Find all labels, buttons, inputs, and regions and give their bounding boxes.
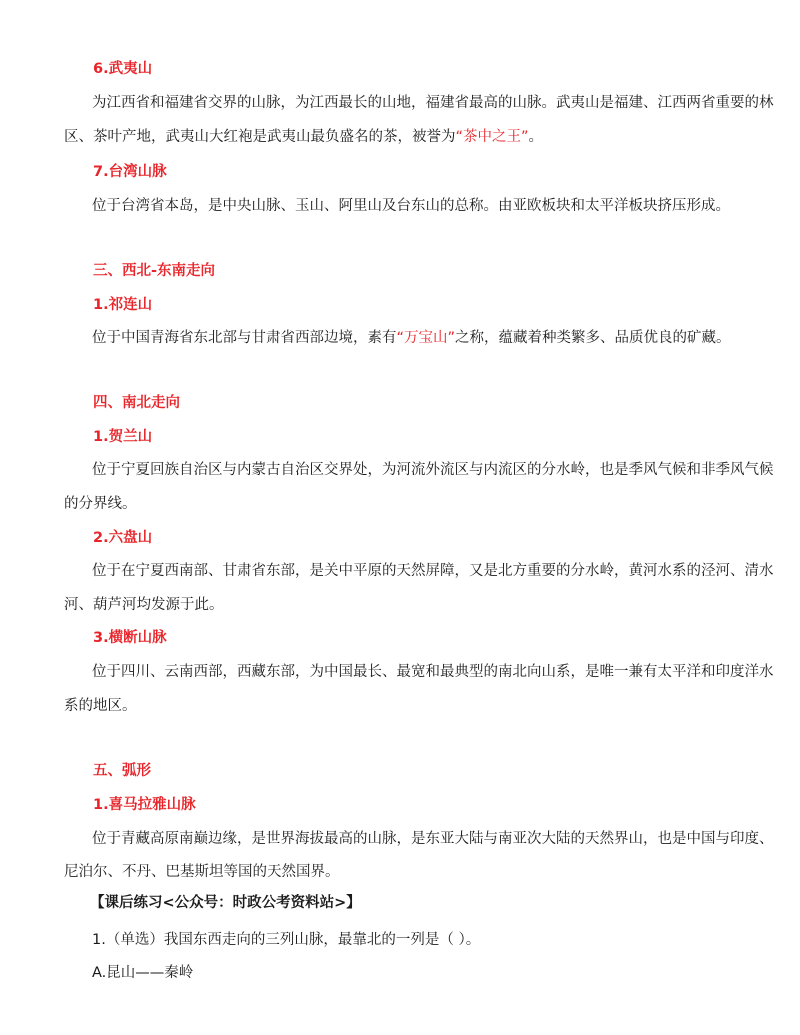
heading-nw-se: 三、西北-东南走向 bbox=[93, 263, 216, 279]
paragraph-wuyi-line1: 为江西省和福建省交界的山脉，为江西最长的山地，福建省最高的山脉。武夷山是福建、江西两省重要的林 bbox=[92, 95, 774, 111]
heading-arc: 五、弧形 bbox=[93, 763, 151, 779]
paragraph-himalaya-line1: 位于青藏高原南巅边缘，是世界海拔最高的山脉，是东亚大陆与南亚次大陆的天然界山，也是中国与印度、 bbox=[92, 831, 774, 847]
heading-qilian: 1.祁连山 bbox=[93, 297, 153, 313]
paragraph-helan-line1: 位于宁夏回族自治区与内蒙古自治区交界处，为河流外流区与内流区的分水岭，也是季风气候和非季风气候 bbox=[92, 462, 774, 478]
paragraph-himalaya-line2: 尼泊尔、不丹、巴基斯坦等国的天然国界。 bbox=[64, 864, 340, 880]
paragraph-qilian-line1 bbox=[92, 328, 800, 348]
exercise-option-a: A.昆山——秦岭 bbox=[92, 965, 194, 981]
heading-ns: 四、南北走向 bbox=[93, 395, 180, 411]
heading-liupan: 2.六盘山 bbox=[93, 530, 153, 546]
heading-wuyi: 6.武夷山 bbox=[93, 61, 153, 77]
text-segment: 。 bbox=[528, 129, 544, 145]
heading-taiwan: 7.台湾山脉 bbox=[93, 164, 167, 180]
paragraph-hengduan-line2: 系的地区。 bbox=[64, 698, 137, 714]
exercise-question-1: 1.（单选）我国东西走向的三列山脉，最靠北的一列是（ ）。 bbox=[92, 932, 481, 948]
paragraph-helan-line2: 的分界线。 bbox=[64, 496, 137, 512]
paragraph-taiwan-line1: 位于台湾省本岛，是中央山脉、玉山、阿里山及台东山的总称。由亚欧板块和太平洋板块挤压形成。 bbox=[92, 198, 730, 214]
text-segment: 位于中国青海省东北部与甘肃省西部边境，素有 bbox=[92, 330, 397, 346]
heading-himalaya: 1.喜马拉雅山脉 bbox=[93, 797, 196, 813]
heading-helan: 1.贺兰山 bbox=[93, 429, 153, 445]
text-segment: 之称，蕴藏着种类繁多、品质优良的矿藏。 bbox=[455, 330, 731, 346]
paragraph-hengduan-line1: 位于四川、云南西部，西藏东部，为中国最长、最宽和最典型的南北向山系，是唯一兼有太平洋和印度洋水 bbox=[92, 664, 774, 680]
text-segment: 区、茶叶产地，武夷山大红袍是武夷山最负盛名的茶，被誉为 bbox=[64, 129, 456, 145]
exercise-title: 【课后练习<公众号：时政公考资料站>】 bbox=[90, 895, 361, 911]
heading-hengduan: 3.横断山脉 bbox=[93, 630, 167, 646]
paragraph-liupan-line2: 河、葫芦河均发源于此。 bbox=[64, 597, 224, 613]
highlight-treasure-mountain: “万宝山” bbox=[396, 330, 456, 346]
highlight-tea-king: “茶中之王” bbox=[455, 129, 529, 145]
paragraph-wuyi-line2 bbox=[64, 127, 800, 147]
paragraph-liupan-line1: 位于在宁夏西南部、甘肃省东部，是关中平原的天然屏障，又是北方重要的分水岭，黄河水系的泾河、清水 bbox=[92, 563, 774, 579]
